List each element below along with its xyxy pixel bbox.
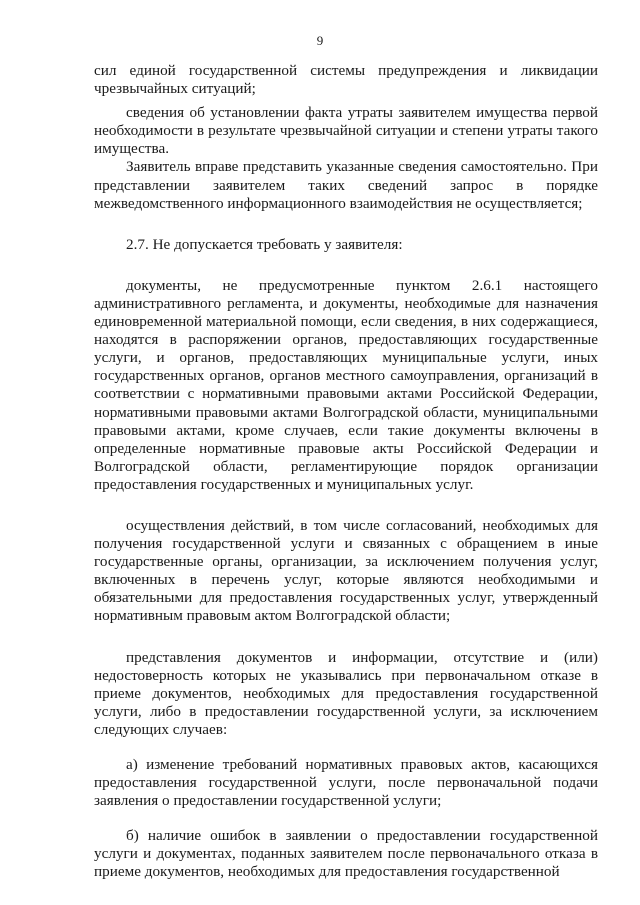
- page-number: 9: [316, 33, 324, 48]
- paragraph-property-loss: сведения об установлении факта утраты заявителем имущества первой необходимости в результате чрезвычайной ситуации и степени утраты такого имущества.: [94, 104, 598, 158]
- paragraph-disaster-forces: сил единой государственной системы предупреждения и ликвидации чрезвычайных ситуаций;: [94, 62, 598, 98]
- paragraph-case-a: а) изменение требований нормативных правовых актов, касающихся предоставления государственной услуги, после первоначальной подачи заявления о предоставлении государственной услуги;: [94, 756, 598, 810]
- paragraph-representation: представления документов и информации, отсутствие и (или) недостоверность которых не указывались при первоначальном отказе в приеме документов, необходимых для предоставления государственной услуги, либо в предоставлении государственной услуги, за исключением следующих случаев:: [94, 648, 598, 738]
- paragraph-actions: осуществления действий, в том числе согласований, необходимых для получения государственной услуги и связанных с обращением в иные государственные органы, организации, за исключением получения услуг, включенных в перечень услуг, которые являются необходимыми и обязательными для предоставления государственных услуг, утвержденный нормативным правовым актом Волгоградской области;: [94, 516, 598, 625]
- paragraph-documents: документы, не предусмотренные пунктом 2.6.1 настоящего административного регламента, и документы, необходимые для назначения единовременной материальной помощи, если сведения, в них содержащиеся, находятся в распоряжении органов, предоставляющих государственные услуги, и органов, предоставляющих муниципальные услуги, иных государственных органов, органов местного самоуправления, организаций в соответствии с нормативными правовыми актами Российской Федерации, нормативными правовыми актами Волгоградской области, муниципальными правовыми актами, кроме случаев, если такие документы включены в определенные нормативные правовые акты Российской Федерации и Волгоградской области, регламентирующие порядок организации предоставления государственных и муниципальных услуг.: [94, 276, 598, 493]
- paragraph-section-2-7: 2.7. Не допускается требовать у заявителя:: [126, 235, 403, 253]
- paragraph-case-b: б) наличие ошибок в заявлении о предоставлении государственной услуги и документах, поданных заявителем после первоначального отказа в приеме документов, необходимых для предоставления государственной: [94, 827, 598, 881]
- document-body: [94, 62, 598, 882]
- paragraph-applicant-right: Заявитель вправе представить указанные сведения самостоятельно. При представлении заявителем таких сведений запрос в порядке межведомственного информационного взаимодействия не осуществляется;: [94, 158, 598, 212]
